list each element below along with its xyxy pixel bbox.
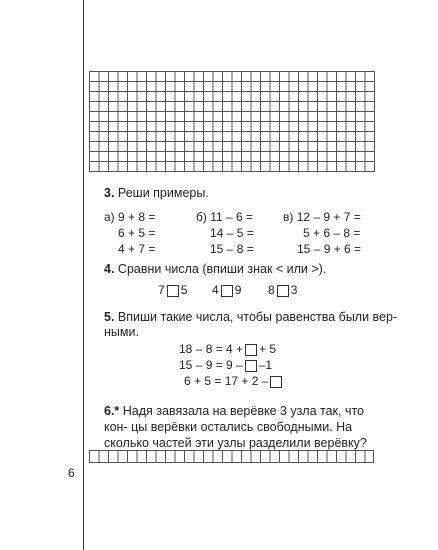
compare-pair-1 bbox=[158, 283, 187, 297]
task3-col-b-label: б) bbox=[196, 210, 207, 224]
equation-left: 15 – 9 = 9 – bbox=[179, 358, 243, 372]
task3-number: 3. bbox=[104, 186, 115, 200]
compare-pair-3 bbox=[268, 283, 297, 297]
equation-right: + 5 bbox=[259, 342, 277, 356]
task5-number: 5. bbox=[104, 310, 115, 324]
task3-expr: 5 + 6 – 8 = bbox=[303, 226, 361, 240]
task3-heading bbox=[104, 186, 209, 200]
task5-heading bbox=[104, 310, 397, 324]
task3-expr: 15 – 9 + 6 = bbox=[297, 242, 362, 256]
equation-1 bbox=[179, 342, 276, 356]
task5-title-cont: ными. bbox=[104, 325, 139, 339]
page-margin-line bbox=[83, 0, 84, 550]
task6-text: Надя завязала на верёвке 3 узла так, что кон- цы верёвки остались свободными. На сколько частей эти узлы разделили верёвку? bbox=[104, 404, 367, 450]
task6-text-block bbox=[104, 403, 384, 451]
answer-box[interactable] bbox=[270, 376, 282, 388]
answer-box[interactable] bbox=[167, 285, 179, 297]
task3-expr: 6 + 5 = bbox=[118, 226, 156, 240]
compare-left: 7 bbox=[158, 283, 165, 297]
compare-left: 8 bbox=[268, 283, 275, 297]
equation-2 bbox=[179, 358, 272, 372]
answer-box[interactable] bbox=[245, 360, 257, 372]
task3-expr: 4 + 7 = bbox=[118, 242, 156, 256]
task4-title: Сравни числа (впиши знак < или >). bbox=[117, 262, 327, 276]
task3-expr: 12 – 9 + 7 = bbox=[296, 210, 361, 224]
task3-expr: 9 + 8 = bbox=[118, 210, 156, 224]
task5-title: Впиши такие числа, чтобы равенства были вер- bbox=[117, 310, 398, 324]
answer-box[interactable] bbox=[221, 285, 233, 297]
equation-left: 6 + 5 = 17 + 2 – bbox=[184, 374, 269, 388]
task3-expr: 11 – 6 = bbox=[210, 210, 254, 224]
task4-heading bbox=[104, 262, 326, 276]
answer-box[interactable] bbox=[277, 285, 289, 297]
compare-right: 3 bbox=[290, 283, 298, 297]
page-number: 6 bbox=[68, 466, 75, 480]
task3-col-a-label: а) bbox=[104, 210, 115, 224]
compare-right: 5 bbox=[180, 283, 188, 297]
compare-left: 4 bbox=[212, 283, 219, 297]
answer-strip[interactable] bbox=[89, 450, 374, 463]
task3-title: Реши примеры. bbox=[117, 186, 209, 200]
answer-box[interactable] bbox=[245, 344, 257, 356]
task3-column-a bbox=[104, 209, 155, 257]
task3-column-c bbox=[283, 209, 361, 257]
compare-right: 9 bbox=[234, 283, 242, 297]
task3-col-c-label: в) bbox=[283, 210, 294, 224]
task6-number: 6.* bbox=[104, 404, 120, 418]
task3-expr: 15 – 8 = bbox=[210, 242, 254, 256]
equation-left: 18 – 8 = 4 + bbox=[179, 342, 244, 356]
compare-pair-2 bbox=[212, 283, 241, 297]
task3-column-b bbox=[196, 209, 254, 257]
equation-3 bbox=[184, 374, 284, 388]
answer-grid[interactable] bbox=[89, 71, 375, 172]
task3-expr: 14 – 5 = bbox=[210, 226, 254, 240]
task4-number: 4. bbox=[104, 262, 115, 276]
equation-right: –1 bbox=[258, 358, 273, 372]
